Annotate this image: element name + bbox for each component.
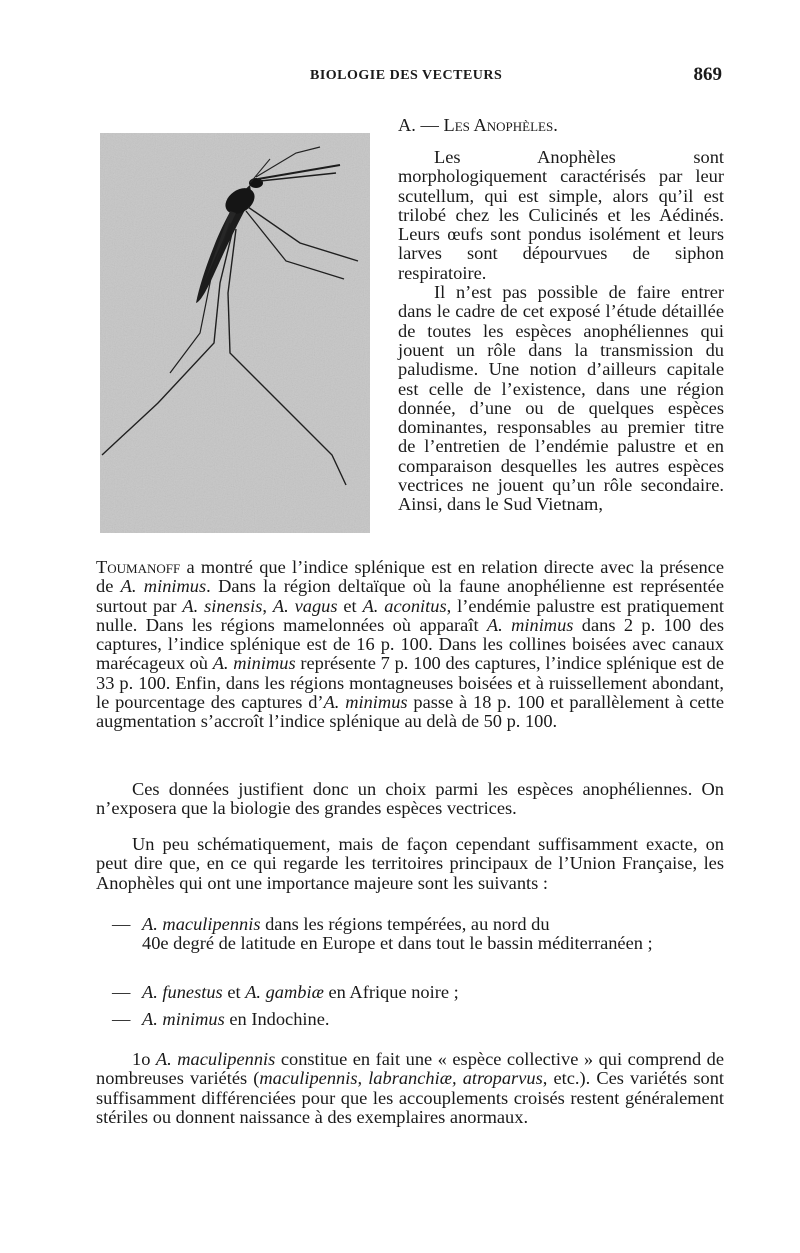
text-run: . Dans la région deltaïque où la faune anophélienne est représentée surtout par xyxy=(96,576,724,616)
right-column-text xyxy=(398,148,724,515)
list-text: en Indochine. xyxy=(224,1009,330,1029)
paragraph-2-start: Il n’est pas possible de faire entrer dans le cadre de cet exposé l’étude détaillée de toutes les espèces anophéliennes qui jouent un rôle dans la transmission du paludisme. Une notion d’ailleurs capitale est celle de l’existence, dans une région donnée, d’une ou de quelques espèces dominantes, responsables au premier titre de l’entretien de l’endémie palustre et en comparaison desquelles les autres espèces vectrices ne jouent qu’un rôle secondaire. Ainsi, dans le Sud Vietnam, xyxy=(398,282,724,515)
author-name: Toumanoff xyxy=(96,557,181,577)
list-item xyxy=(112,915,724,954)
species-name: A. minimus xyxy=(486,614,574,635)
paragraph-4-text: Un peu schématiquement, mais de façon cependant suffisamment exacte, on peut dire que, en ce qui regarde les territoires principaux de l’Union Française, les Anophèles qui ont une importance majeure sont les suivants : xyxy=(96,834,724,893)
species-name: A. minimus xyxy=(142,1009,225,1029)
text-run: , xyxy=(262,595,273,616)
running-head xyxy=(96,66,724,86)
mosquito-illustration xyxy=(100,133,370,533)
section-letter: A. — xyxy=(398,115,439,135)
species-name: A. maculipennis xyxy=(142,914,261,934)
list-item xyxy=(112,983,724,1002)
item-number: 1o xyxy=(132,1049,151,1069)
text-run: et xyxy=(337,595,363,616)
species-name: A. sinensis xyxy=(182,595,263,616)
text-run: constitue en fait une « espèce collective » qui comprend de nombreuses variétés ( xyxy=(96,1049,725,1089)
text-run: , etc.). Ces variétés sont suffisamment différenciées pour que les accouplements croisés restent généralement stériles ou donnent naissance à des exemplaires anormaux. xyxy=(96,1068,724,1127)
text-run: représente 7 p. 100 des captures, l’indice splénique est de 33 p. 100. Enfin, dans les régions montagneuses boisées et à ruissellement abondant, le pourcentage des captures d’ xyxy=(96,653,724,713)
list-text: dans les régions tempérées, au nord du xyxy=(260,914,550,934)
mosquito-photo xyxy=(100,133,370,533)
paragraph-2-continuation xyxy=(96,558,724,732)
list-text: en Afrique noire ; xyxy=(323,982,459,1002)
text-run: a montré que l’indice splénique est en relation directe avec la présence de xyxy=(96,557,724,597)
text-run: dans 2 p. 100 des captures, l’indice splénique est de 16 p. 100. Dans les collines boisées avec canaux marécageux où xyxy=(96,614,724,674)
species-name: A. gambiæ xyxy=(245,982,324,1002)
species-name: A. funestus xyxy=(142,982,223,1002)
paragraph-1: Les Anophèles sont morphologiquement caractérisés par leur scutellum, qui est simple, alors qu’il est trilobé chez les Culicinés et les Aédinés. Leurs œufs sont pondus isolément et leurs larves sont dépourvues de siphon respiratoire. xyxy=(398,147,724,283)
species-name: A. minimus xyxy=(323,692,408,713)
text-run: passe à 18 p. 100 et parallèlement à cette augmentation s’accroît l’indice splénique au delà de 50 p. 100. xyxy=(96,692,724,732)
species-name: A. vagus xyxy=(272,595,338,616)
list-dash: — xyxy=(112,914,131,934)
section-heading xyxy=(398,115,558,136)
species-name: A. aconitus xyxy=(362,595,447,616)
section-title-text: Les Anophèles. xyxy=(443,115,558,135)
paragraph-3 xyxy=(96,780,724,819)
list-text-continuation: 40e degré de latitude en Europe et dans tout le bassin méditerranéen ; xyxy=(142,933,653,954)
paragraph-4 xyxy=(96,835,724,893)
text-run: , l’endémie palustre est pratiquement nulle. Dans les régions mamelonnées où apparaît xyxy=(96,595,725,635)
species-name: A. minimus xyxy=(212,653,296,674)
species-name: A. maculipennis xyxy=(155,1049,276,1069)
paragraph-5 xyxy=(96,1050,724,1127)
species-name: A. minimus xyxy=(120,576,207,597)
paragraph-3-text: Ces données justifient donc un choix parmi les espèces anophéliennes. On n’exposera que la biologie des grandes espèces vectrices. xyxy=(96,779,724,819)
list-text: et xyxy=(222,982,246,1002)
running-title: BIOLOGIE DES VECTEURS xyxy=(310,68,503,83)
variety-names: maculipennis, labranchiæ, atroparvus xyxy=(259,1068,543,1089)
list-item xyxy=(112,1010,724,1029)
list-dash: — xyxy=(112,1009,131,1029)
page-number: 869 xyxy=(693,64,722,85)
list-dash: — xyxy=(112,982,131,1002)
